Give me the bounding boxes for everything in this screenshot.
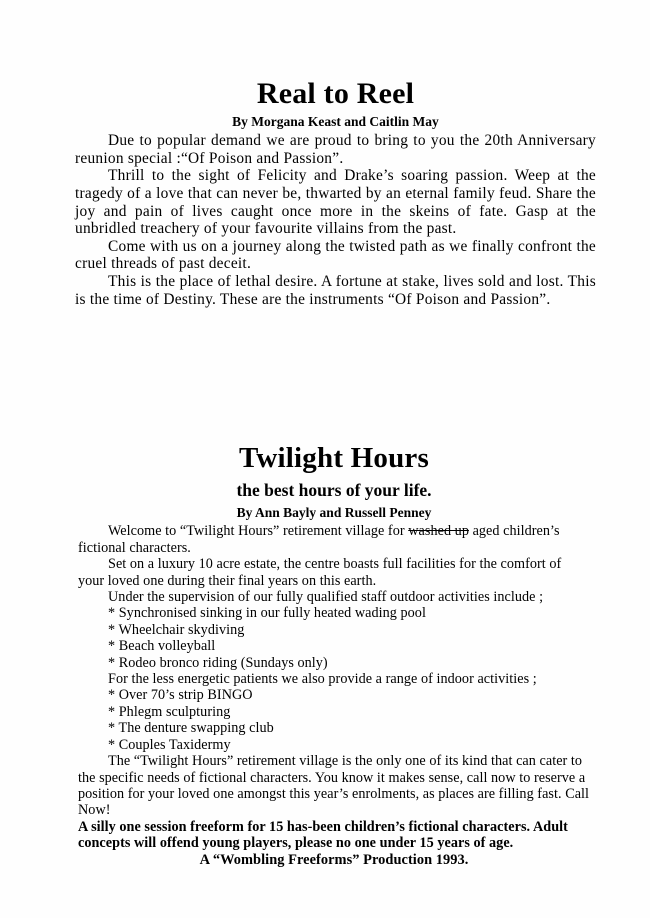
article-two-welcome-paragraph — [78, 523, 590, 556]
indoor-activities-lead: For the less energetic patients we also provide a range of indoor activities ; — [108, 671, 537, 688]
article-one-paragraph-4: This is the place of lethal desire. A fortune at stake, lives sold and lost. This is the time of Destiny. These are the instruments “Of Poison and Passion”. — [75, 272, 596, 308]
indoor-activity-item: * Over 70’s strip BINGO — [108, 687, 253, 704]
article-one-paragraph-3: Come with us on a journey along the twisted path as we finally confront the cruel threads of past deceit. — [75, 237, 596, 273]
outdoor-activity-item: * Synchronised sinking in our fully heated wading pool — [108, 605, 426, 622]
article-one-title: Real to Reel — [256, 77, 415, 110]
article-two-tagline: the best hours of your life. — [236, 480, 432, 501]
article-one-byline: By Morgana Keast and Caitlin May — [232, 114, 439, 130]
article-one-paragraph-1: Due to popular demand we are proud to bring to you the 20th Anniversary reunion special :“Of Poison and Passion”. — [75, 132, 596, 167]
welcome-text-struck-out: washed up — [408, 523, 469, 540]
article-two-title: Twilight Hours — [239, 442, 429, 474]
age-disclaimer: A silly one session freeform for 15 has-been children’s fictional characters. Adult concepts will offend young players, please no one under 15 years of age. — [78, 818, 568, 852]
article-one-paragraph-2: Thrill to the sight of Felicity and Drake’s soaring passion. Weep at the tragedy of a love that can never be, thwarted by an eternal family feud. Share the joy and pain of lives caught once more in the skeins of fate. Gasp at the unbridled treachery of your favourite villains from the past. — [75, 167, 596, 238]
welcome-text-after: aged children’s fictional characters. — [78, 523, 560, 556]
indoor-activity-item: * Phlegm sculpturing — [108, 703, 231, 720]
indoor-activity-item: * Couples Taxidermy — [108, 736, 231, 753]
welcome-text-before: Welcome to “Twilight Hours” retirement village for — [108, 523, 409, 540]
article-two-estate-paragraph: Set on a luxury 10 acre estate, the centre boasts full facilities for the comfort of your loved one during their final years on this earth. — [78, 556, 562, 589]
article-two-closing-paragraph: The “Twilight Hours” retirement village is the only one of its kind that can cater to the specific needs of fictional characters. You know it makes sense, call now to reserve a position for your loved one amongst this year’s enrolments, as places are filling fast. Call Now! — [78, 753, 590, 819]
article-real-to-reel — [75, 78, 596, 308]
article-twilight-hours — [78, 443, 590, 869]
outdoor-activities-lead: Under the supervision of our fully qualified staff outdoor activities include ; — [108, 589, 544, 606]
outdoor-activity-item: * Wheelchair skydiving — [108, 621, 245, 638]
production-credit: A “Wombling Freeforms” Production 1993. — [199, 851, 469, 868]
outdoor-activity-item: * Rodeo bronco riding (Sundays only) — [108, 654, 328, 671]
outdoor-activity-item: * Beach volleyball — [108, 638, 216, 655]
indoor-activity-item: * The denture swapping club — [108, 720, 274, 737]
article-two-byline: By Ann Bayly and Russell Penney — [236, 504, 432, 520]
